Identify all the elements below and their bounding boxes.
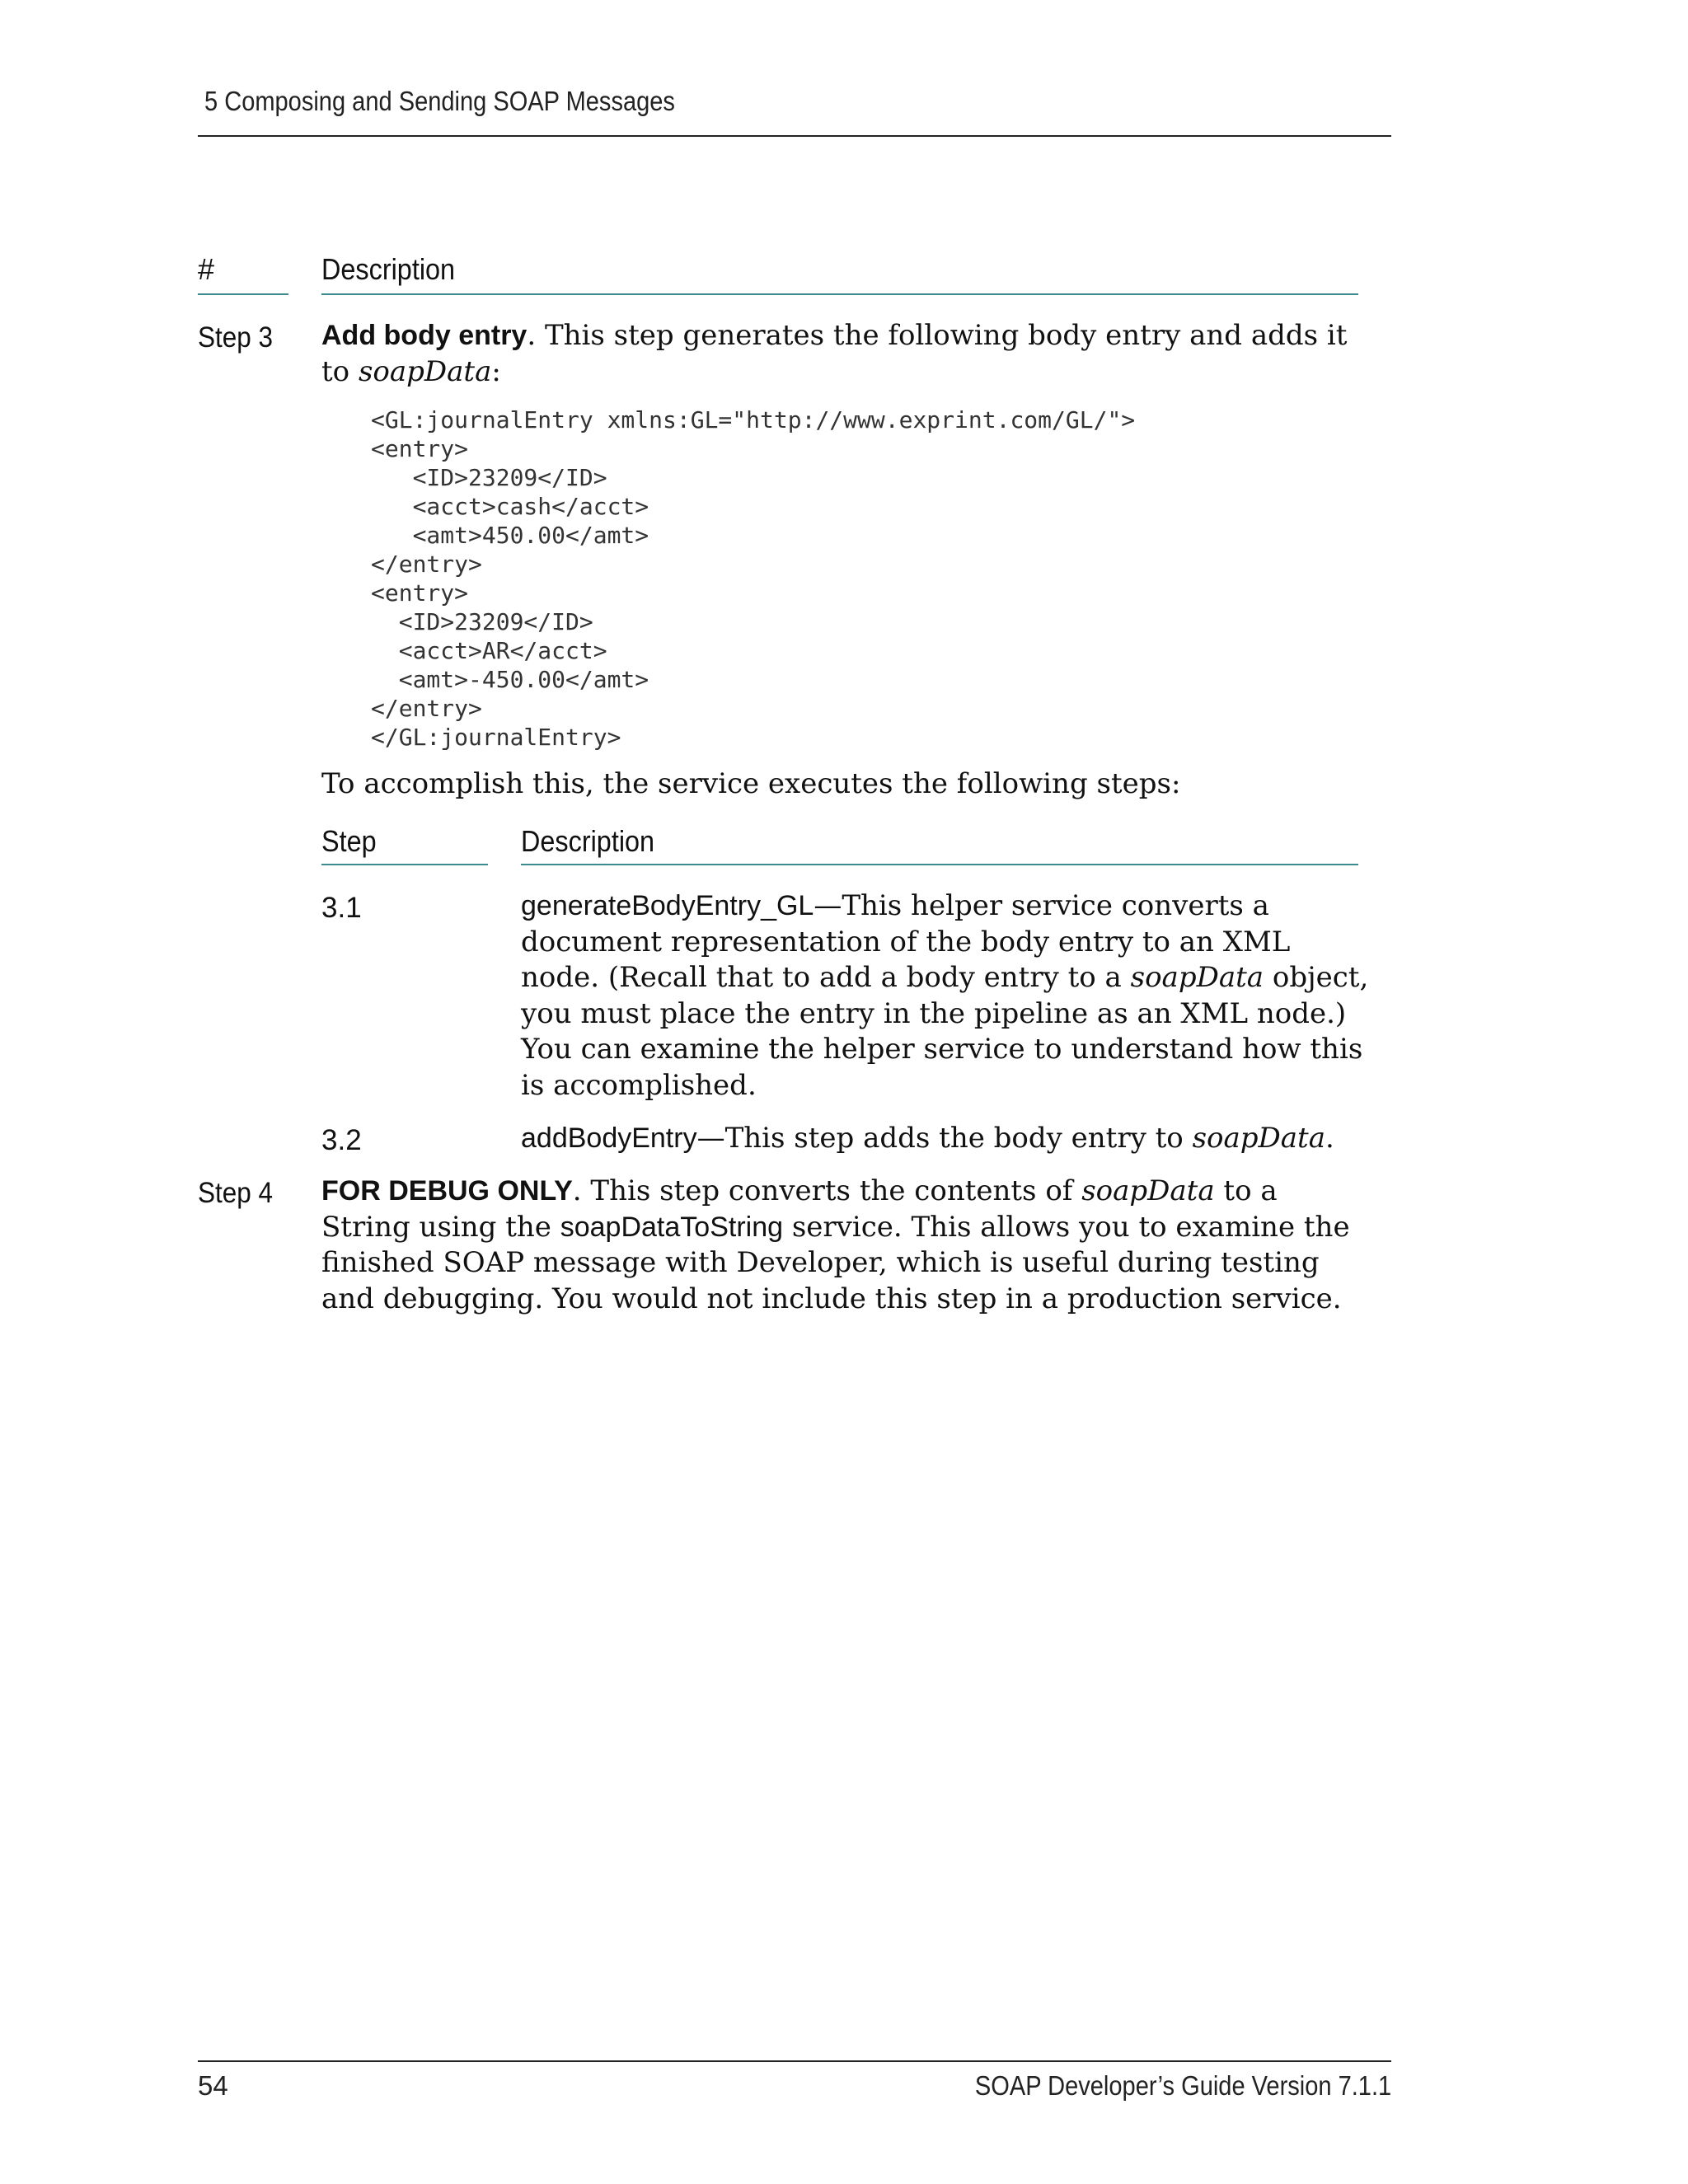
substep-3-1-italic: soapData (1130, 961, 1264, 994)
substep-3-1-dash: — (814, 889, 842, 922)
step3-colon: : (491, 354, 501, 388)
substep-3-2-text: This step adds the body entry to (724, 1122, 1193, 1155)
step3-intro: To accomplish this, the service executes the following steps: (321, 767, 1181, 800)
page-footer (198, 2060, 1391, 2111)
column-rule-number (198, 293, 288, 295)
step3-text: . This step generates the following body entry and adds it to (321, 319, 1348, 388)
step4-text: . This step converts the contents of (572, 1174, 1082, 1207)
xml-code-block: <GL:journalEntry xmlns:GL="http://www.exprint.com/GL/"> <entry> <ID>23209</ID> <acct>cash</acct> <amt>450.00</amt> </entry> <entry> <ID>23209</ID> <acct>AR</acct> <amt>-450.00</amt> </entry> </GL:journalEntry> (371, 406, 1136, 751)
step3-description (321, 318, 1368, 390)
step4-italic: soapData (1081, 1174, 1215, 1207)
substep-3-2-service: addBodyEntry (521, 1122, 697, 1154)
substep-3-2-description (521, 1121, 1370, 1157)
substep-3-2-dash: — (696, 1122, 725, 1155)
column-header-description: Description (321, 252, 456, 286)
step3-lead: Add body entry (321, 320, 528, 351)
substep-3-2-text-end: . (1325, 1122, 1334, 1155)
step4-description (321, 1174, 1368, 1317)
step4-text-3: service. This allows you to examine the finished SOAP message with Developer, which is useful during testing and debugging. You would not include this step in a production service. (321, 1210, 1350, 1315)
subtable-rule-step (321, 864, 488, 865)
page-number: 54 (198, 2070, 228, 2101)
substep-3-1-description (521, 888, 1370, 1104)
footer-doc-title: SOAP Developer’s Guide Version 7.1.1 (974, 2070, 1391, 2101)
substep-3-2-number: 3.2 (321, 1124, 362, 1156)
substep-3-1-text-end: object, you must place the entry in the pipeline as an XML node.) You can examine the helper service to understand how this is accomplished. (521, 961, 1369, 1102)
substep-3-1-service: generateBodyEntry_GL (521, 890, 814, 921)
step4-text-2: to a String using the (321, 1174, 1278, 1244)
subtable-rule-description (521, 864, 1358, 865)
substep-3-1-text: This helper service converts a document representation of the body entry to an XML node. (Recall that to add a body entry to a (521, 889, 1291, 994)
step4-lead: FOR DEBUG ONLY (321, 1175, 573, 1207)
step3-target: soapData (358, 354, 492, 388)
step4-service-name: soapDataToString (560, 1211, 784, 1243)
running-header (198, 82, 1391, 137)
subtable-header-step: Step (321, 824, 377, 858)
substep-3-1-number: 3.1 (321, 892, 362, 924)
column-header-number: # (198, 252, 215, 286)
substep-3-2-italic: soapData (1192, 1122, 1325, 1155)
step3-label: Step 3 (198, 321, 274, 354)
step4-label: Step 4 (198, 1177, 274, 1209)
subtable-header-description: Description (521, 824, 655, 858)
column-rule-description (321, 293, 1358, 295)
running-header-title: 5 Composing and Sending SOAP Messages (204, 86, 675, 116)
